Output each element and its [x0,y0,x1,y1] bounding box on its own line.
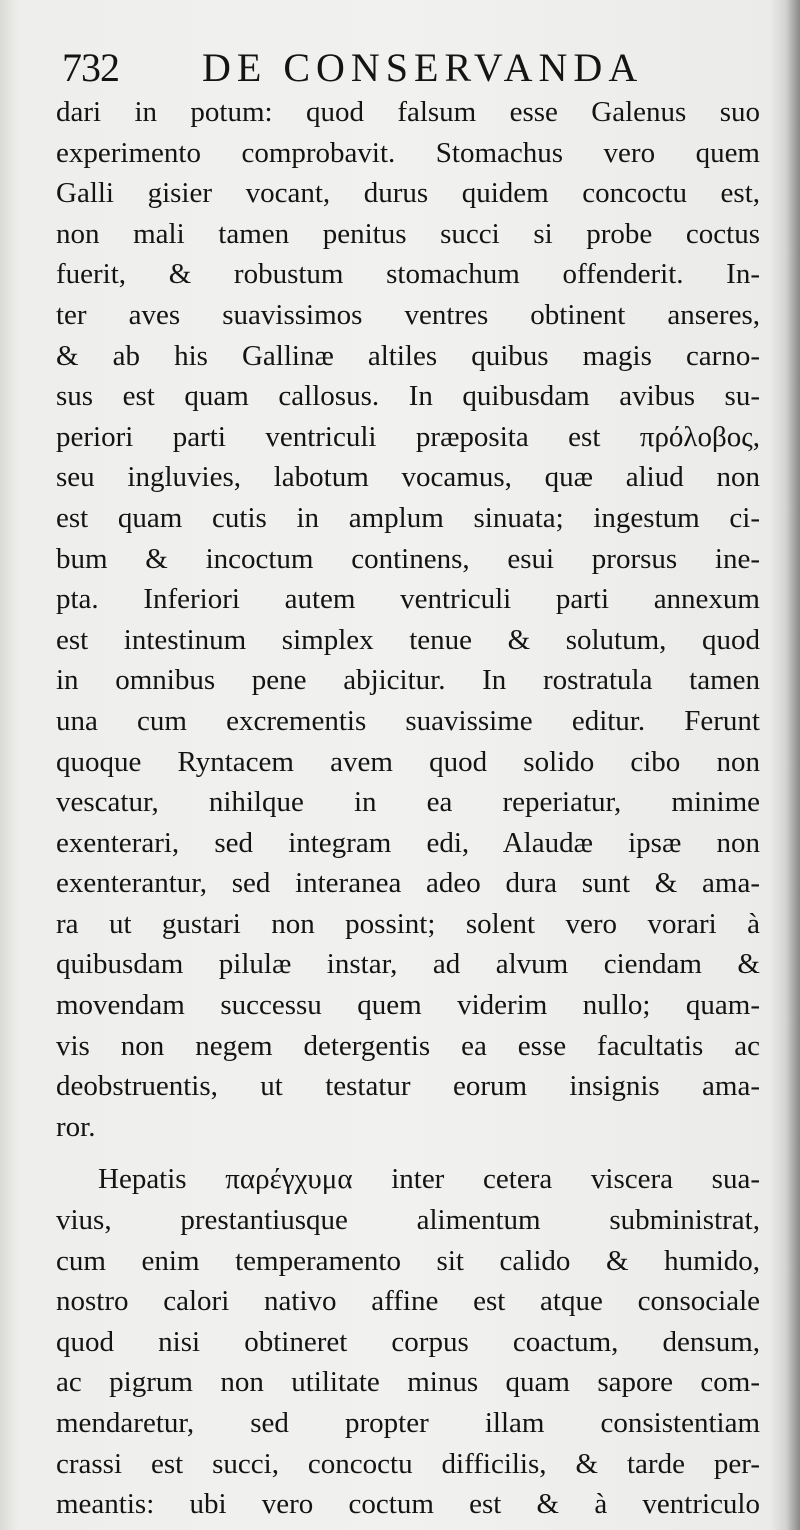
text-line: experimento comprobavit. Stomachus vero quem [56,136,760,169]
text-line: Galli gisier vocant, durus quidem concoctu est, [56,177,760,210]
page-header [62,40,762,92]
text-line: vius, prestantiusque alimentum subministrat, [56,1204,760,1237]
text-line: cum enim temperamento sit calido & humido, [56,1244,760,1277]
text-line: nostro calori nativo affine est atque consociale [56,1285,760,1318]
paragraph-2 [56,1159,760,1524]
page-number: 732 [62,45,119,90]
text-line: ror. [56,1110,96,1143]
text-line: fuerit, & robustum stomachum offenderit. In- [56,258,760,291]
paragraph-1 [56,92,760,1147]
paragraph-gap [56,1147,760,1159]
text-line: quoque Ryntacem avem quod solido cibo non [56,745,760,778]
text-line: vis non negem detergentis ea esse facultatis ac [56,1029,760,1062]
text-line: deobstruentis, ut testatur eorum insignis ama- [56,1070,760,1103]
text-line: seu ingluvies, labotum vocamus, quæ aliud non [56,461,760,494]
text-line: Hepatis παρέγχυμα inter cetera viscera sua- [98,1163,760,1196]
text-line: & ab his Gallinæ altiles quibus magis carno- [56,339,760,372]
text-line: ac pigrum non utilitate minus quam sapore com- [56,1366,760,1399]
text-line: ter aves suavissimos ventres obtinent anseres, [56,298,760,331]
text-line: est quam cutis in amplum sinuata; ingestum ci- [56,501,760,534]
text-line: quibusdam pilulæ instar, ad alvum ciendam & [56,948,760,981]
text-line: movendam successu quem viderim nullo; quam- [56,989,760,1022]
text-line: exenterari, sed integram edi, Alaudæ ipsæ non [56,826,760,859]
running-title: DE CONSERVANDA [202,45,644,90]
text-line: non mali tamen penitus succi si probe coctus [56,217,760,250]
text-line: ra ut gustari non possint; solent vero vorari à [56,907,760,940]
text-line: vescatur, nihilque in ea reperiatur, minime [56,786,760,819]
text-line: exenterantur, sed interanea adeo dura sunt & ama- [56,867,760,900]
text-line: sus est quam callosus. In quibusdam avibus su- [56,380,760,413]
body-text [56,92,760,1525]
text-line: una cum excrementis suavissime editur. Ferunt [56,704,760,737]
text-line: dari in potum: quod falsum esse Galenus suo [56,96,760,128]
text-line: quod nisi obtineret corpus coactum, densum, [56,1325,760,1358]
text-line: in omnibus pene abjicitur. In rostratula tamen [56,664,760,697]
text-line: est intestinum simplex tenue & solutum, quod [56,623,760,656]
text-line: bum & incoctum continens, esui prorsus ine- [56,542,760,575]
spine-shadow [786,0,800,1530]
text-line: meantis: ubi vero coctum est & à ventriculo [56,1488,760,1521]
text-line: periori parti ventriculi præposita est πρόλοβος, [56,420,760,453]
text-line: pta. Inferiori autem ventriculi parti annexum [56,583,760,616]
text-line: mendaretur, sed propter illam consistentiam [56,1407,760,1439]
text-line: crassi est succi, concoctu difficilis, & tarde per- [56,1447,760,1480]
